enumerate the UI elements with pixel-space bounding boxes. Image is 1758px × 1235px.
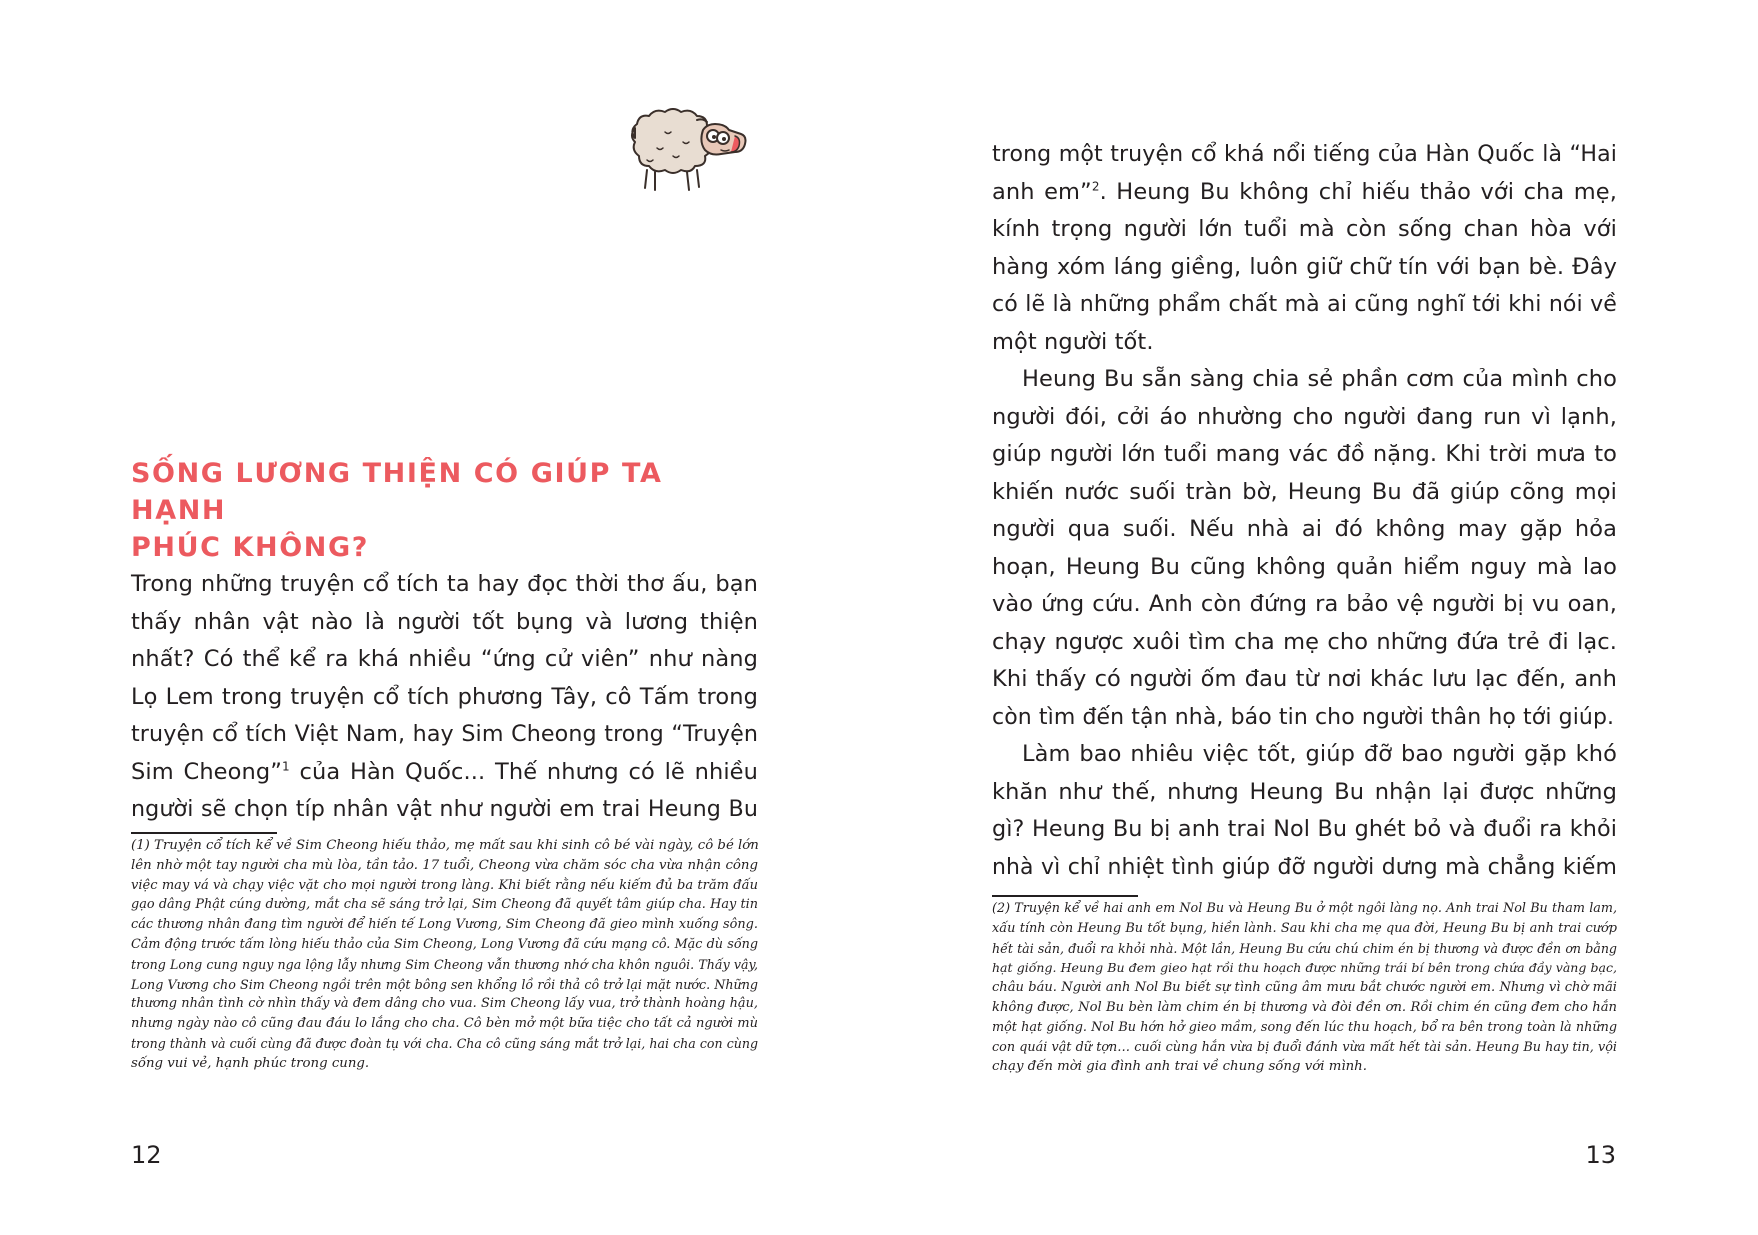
body-line: người đói, cởi áo nhường cho người đang run vì lạnh, bbox=[992, 403, 1617, 430]
footnote-line: châu báu. Người anh Nol Bu biết sự tình cũng âm mưu bắt chước người em. Nhưng vì chờ mãi bbox=[992, 980, 1617, 996]
body-line: Trong những truyện cổ tích ta hay đọc thời thơ ấu, bạn bbox=[131, 571, 758, 597]
body-line: hàng xóm láng giềng, luôn giữ chữ tín với bạn bè. Đây bbox=[992, 253, 1617, 280]
footnote-line: xấu tính còn Heung Bu tốt bụng, hiền lành. Sau khi cha mẹ qua đời, Heung Bu bị anh trai cướp bbox=[992, 920, 1617, 936]
footnote-line: các thương nhân đang tìm người để hiến tế Long Vương, Sim Cheong đã gieo mình xuống sông. bbox=[131, 917, 758, 933]
footnote-line: Cảm động trước tấm lòng hiếu thảo của Sim Cheong, Long Vương đã cứu mạng cô. Mặc dù sống bbox=[131, 936, 758, 952]
right-body-text bbox=[992, 136, 1617, 886]
body-line: người sẽ chọn típ nhân vật như người em trai Heung Bu bbox=[131, 796, 758, 822]
footnote-line: Long Vương cho Sim Cheong ngồi trên một bông sen khổng lồ rồi thả cô trở lại mặt nước. Những bbox=[131, 976, 758, 992]
footnote-line: một hạt giống. Nol Bu hớn hở gieo mầm, song đến lúc thu hoạch, bổ ra bên trong toàn là những bbox=[992, 1019, 1617, 1035]
body-line: truyện cổ tích Việt Nam, hay Sim Cheong trong “Truyện bbox=[131, 721, 758, 747]
page-number-right: 13 bbox=[1585, 1141, 1616, 1169]
footnote-line: (1) Truyện cổ tích kể về Sim Cheong hiếu thảo, mẹ mất sau khi sinh cô bé vài ngày, cô bé lớn bbox=[131, 838, 759, 853]
body-line: khiến nước suối tràn bờ, Heung Bu đã giúp cõng mọi bbox=[992, 478, 1617, 505]
body-line: giúp người lớn tuổi mang vác đồ nặng. Khi trời mưa to bbox=[992, 441, 1617, 467]
footnote-line: hết tài sản, đuổi ra khỏi nhà. Một lần, Heung Bu cứu chú chim én bị thương và được đền ơn bằng bbox=[992, 940, 1617, 956]
footnote-line: việc may vá và chạy việc vặt cho mọi người trong làng. Khi biết rằng nếu kiếm đủ ba trăm đấu bbox=[131, 877, 758, 893]
body-line: thấy nhân vật nào là người tốt bụng và lương thiện bbox=[131, 608, 758, 635]
footnote-line: chạy đến mời gia đình anh trai về chung sống với mình. bbox=[992, 1059, 1367, 1075]
body-line: nhất? Có thể kể ra khá nhiều “ứng cử viên” như nàng bbox=[131, 646, 758, 672]
heading-line: PHÚC KHÔNG? bbox=[131, 532, 370, 563]
body-line bbox=[992, 174, 1617, 212]
footnote-2 bbox=[992, 899, 1617, 1077]
footnote-line: con quái vật dữ tợn… cuối cùng hắn vừa bị đuổi đánh vừa mất hết tài sản. Heung Bu hay tin, vội bbox=[992, 1039, 1617, 1055]
body-line: một người tốt. bbox=[992, 328, 1154, 355]
body-line: Heung Bu sẵn sàng chia sẻ phần cơm của mình cho bbox=[1022, 366, 1617, 392]
body-line: trong một truyện cổ khá nổi tiếng của Hàn Quốc là “Hai bbox=[992, 141, 1617, 167]
body-line: Khi thấy có người ốm đau từ nơi khác lưu lạc đến, anh bbox=[992, 666, 1617, 692]
footnote-line: gạo dâng Phật cúng dường, mắt cha sẽ sáng trở lại, Sim Cheong đã quyết tâm giúp cha. Hay tin bbox=[131, 897, 758, 913]
body-segment: . Heung Bu không chỉ hiếu thảo với cha mẹ, bbox=[1099, 178, 1617, 205]
body-line: Làm bao nhiêu việc tốt, giúp đỡ bao người gặp khó bbox=[1022, 741, 1617, 767]
footnote-ref: 1 bbox=[281, 759, 290, 773]
body-line: hoạn, Heung Bu cũng không quản hiểm nguy mà lao bbox=[992, 553, 1617, 580]
body-line: gì? Heung Bu bị anh trai Nol Bu ghét bỏ và đuổi ra khỏi bbox=[992, 816, 1617, 842]
footnote-line: trong thành và cuối cùng đã được đoàn tụ với cha. Cha cô cũng sáng mắt trở lại, hai cha con cùng bbox=[131, 1035, 758, 1051]
page-number-left: 12 bbox=[131, 1141, 162, 1169]
body-line: chạy ngược xuôi tìm cha mẹ cho những đứa trẻ đi lạc. bbox=[992, 628, 1617, 655]
footnote-ref: 2 bbox=[1091, 179, 1100, 193]
body-line: nhà vì chỉ nhiệt tình giúp đỡ người dưng mà chẳng kiếm bbox=[992, 854, 1617, 880]
body-line: khăn như thế, nhưng Heung Bu nhận lại được những bbox=[992, 778, 1617, 805]
body-line: Lọ Lem trong truyện cổ tích phương Tây, cô Tấm trong bbox=[131, 683, 758, 710]
body-line: có lẽ là những phẩm chất mà ai cũng nghĩ tới khi nói về bbox=[992, 291, 1617, 317]
footnote-line: (2) Truyện kể về hai anh em Nol Bu và Heung Bu ở một ngôi làng nọ. Anh trai Nol Bu tham lam, bbox=[992, 901, 1617, 916]
body-segment: của Hàn Quốc... Thế nhưng có lẽ nhiều bbox=[299, 758, 758, 785]
footnote-line: sống vui vẻ, hạnh phúc trong cung. bbox=[131, 1055, 370, 1071]
body-segment: anh em” bbox=[992, 178, 1092, 205]
footnote-line: thương nhân tình cờ nhìn thấy và đem dâng cho vua. Sim Cheong lấy vua, trở thành hoàng hậu, bbox=[131, 996, 758, 1012]
footnote-line: hạt giống. Heung Bu đem gieo hạt rồi thu hoạch được những trái bí bên trong chứa đầy vàng bạc, bbox=[992, 960, 1617, 976]
footnote-line: lên nhờ một tay người cha mù lòa, tần tảo. 17 tuổi, Cheong vừa chăm sóc cha vừa nhận công bbox=[131, 857, 758, 873]
body-segment: Sim Cheong” bbox=[131, 758, 282, 785]
body-line: kính trọng người lớn tuổi mà còn sống chan hòa với bbox=[992, 216, 1617, 242]
body-line: người qua suối. Nếu nhà ai đó không may gặp hỏa bbox=[992, 516, 1617, 542]
footnote-line: trong Long cung nguy nga lộng lẫy nhưng Sim Cheong vẫn thương nhớ cha khôn nguôi. Thấy vậy, bbox=[131, 956, 758, 972]
body-line: vào ứng cứu. Anh còn đứng ra bảo vệ người bị vu oan, bbox=[992, 591, 1617, 617]
heading-line: SỐNG LƯƠNG THIỆN CÓ GIÚP TA HẠNH bbox=[131, 458, 663, 526]
footnote-line: nhưng ngày nào cô cũng đau đáu lo lắng cho cha. Cô bèn mở một bữa tiệc cho tất cả người mù bbox=[131, 1016, 758, 1032]
footnote-line: không được, Nol Bu bèn làm chim én bị thương và đòi đền ơn. Rồi chim én cũng đem cho hắn bbox=[992, 999, 1617, 1015]
body-line: còn tìm đến tận nhà, báo tin cho người thân họ tới giúp. bbox=[992, 704, 1615, 730]
footnote-divider bbox=[992, 895, 1138, 897]
